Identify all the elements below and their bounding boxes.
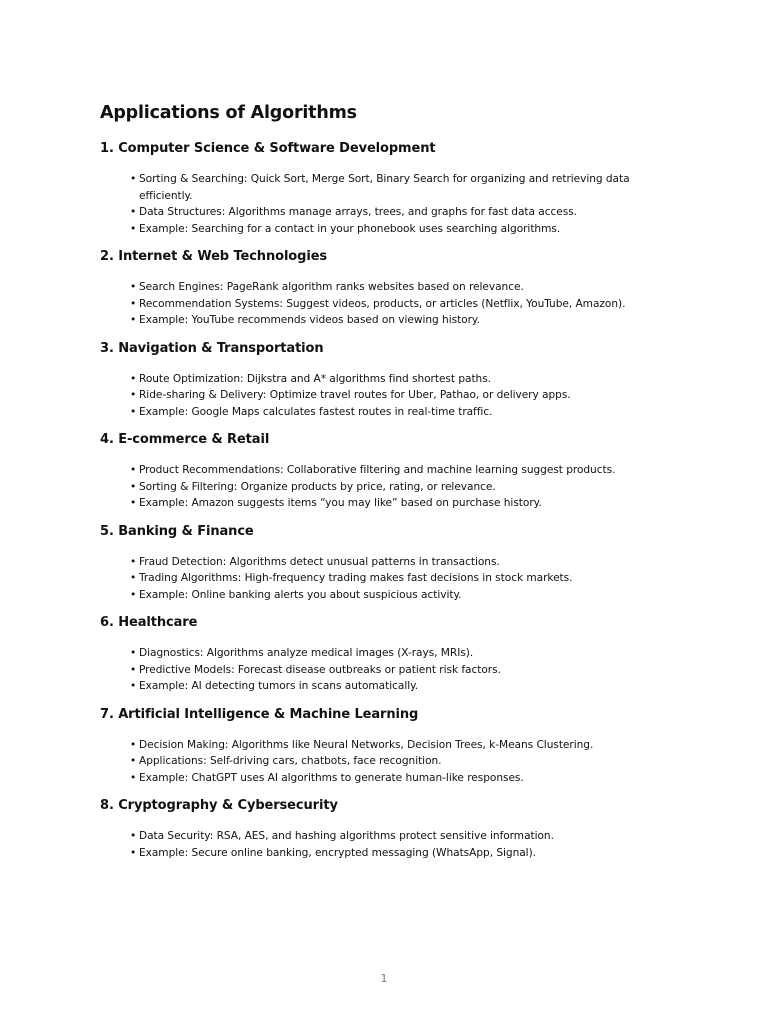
list-item: • Example: Online banking alerts you about suspicious activity. — [130, 587, 680, 604]
list-item: • Example: AI detecting tumors in scans automatically. — [130, 678, 680, 695]
section-heading: 7. Artificial Intelligence & Machine Learning — [100, 706, 419, 722]
section-heading: 8. Cryptography & Cybersecurity — [100, 798, 338, 813]
bullet-list — [100, 279, 680, 329]
section-heading: 4. E-commerce & Retail — [100, 432, 270, 447]
bullet-list — [100, 371, 680, 421]
list-item: • Fraud Detection: Algorithms detect unusual patterns in transactions. — [130, 554, 680, 571]
section-heading: 1. Computer Science & Software Development — [100, 141, 436, 156]
page-number: 1 — [380, 972, 388, 985]
list-item: • Route Optimization: Dijkstra and A* algorithms find shortest paths. — [130, 371, 680, 388]
section-heading: 5. Banking & Finance — [100, 523, 254, 539]
list-item: • Decision Making: Algorithms like Neural Networks, Decision Trees, k-Means Clustering. — [130, 737, 680, 754]
section-cryptography — [100, 797, 680, 861]
bullet-list — [100, 737, 680, 787]
list-item: • Applications: Self-driving cars, chatbots, face recognition. — [130, 753, 680, 770]
list-item: • Ride-sharing & Delivery: Optimize travel routes for Uber, Pathao, or delivery apps. — [130, 387, 680, 404]
list-item: • Diagnostics: Algorithms analyze medical images (X-rays, MRIs). — [130, 645, 680, 662]
document-title: Applications of Algorithms — [100, 103, 357, 123]
section-computer-science — [100, 140, 680, 237]
list-item: • Example: Secure online banking, encrypted messaging (WhatsApp, Signal). — [130, 845, 680, 862]
list-item: • Example: Google Maps calculates fastest routes in real-time traffic. — [130, 404, 680, 421]
list-item: • Example: Amazon suggests items “you may like” based on purchase history. — [130, 495, 680, 512]
section-heading: 2. Internet & Web Technologies — [100, 249, 328, 264]
bullet-list — [100, 171, 680, 237]
list-item: • Product Recommendations: Collaborative filtering and machine learning suggest products. — [130, 462, 680, 479]
list-item: • Example: Searching for a contact in your phonebook uses searching algorithms. — [130, 221, 680, 238]
list-item: • Data Structures: Algorithms manage arrays, trees, and graphs for fast data access. — [130, 204, 680, 221]
section-internet-web — [100, 248, 680, 329]
bullet-list — [100, 828, 680, 861]
bullet-list — [100, 462, 680, 512]
section-heading: 3. Navigation & Transportation — [100, 340, 324, 356]
list-item: • Predictive Models: Forecast disease outbreaks or patient risk factors. — [130, 662, 680, 679]
list-item: • Sorting & Searching: Quick Sort, Merge Sort, Binary Search for organizing and retrieving data efficiently. — [130, 171, 680, 204]
list-item: • Trading Algorithms: High-frequency trading makes fast decisions in stock markets. — [130, 570, 680, 587]
document-page — [100, 100, 680, 861]
list-item: • Search Engines: PageRank algorithm ranks websites based on relevance. — [130, 279, 680, 296]
section-ai-ml — [100, 706, 680, 787]
list-item: • Data Security: RSA, AES, and hashing algorithms protect sensitive information. — [130, 828, 680, 845]
list-item: • Recommendation Systems: Suggest videos, products, or articles (Netflix, YouTube, Amazon). — [130, 296, 680, 313]
bullet-list — [100, 554, 680, 604]
section-navigation — [100, 340, 680, 421]
section-ecommerce — [100, 431, 680, 512]
section-heading: 6. Healthcare — [100, 615, 198, 630]
list-item: • Example: ChatGPT uses AI algorithms to generate human-like responses. — [130, 770, 680, 787]
list-item: • Sorting & Filtering: Organize products by price, rating, or relevance. — [130, 479, 680, 496]
bullet-list — [100, 645, 680, 695]
section-healthcare — [100, 614, 680, 695]
list-item: • Example: YouTube recommends videos based on viewing history. — [130, 312, 680, 329]
section-banking — [100, 523, 680, 604]
